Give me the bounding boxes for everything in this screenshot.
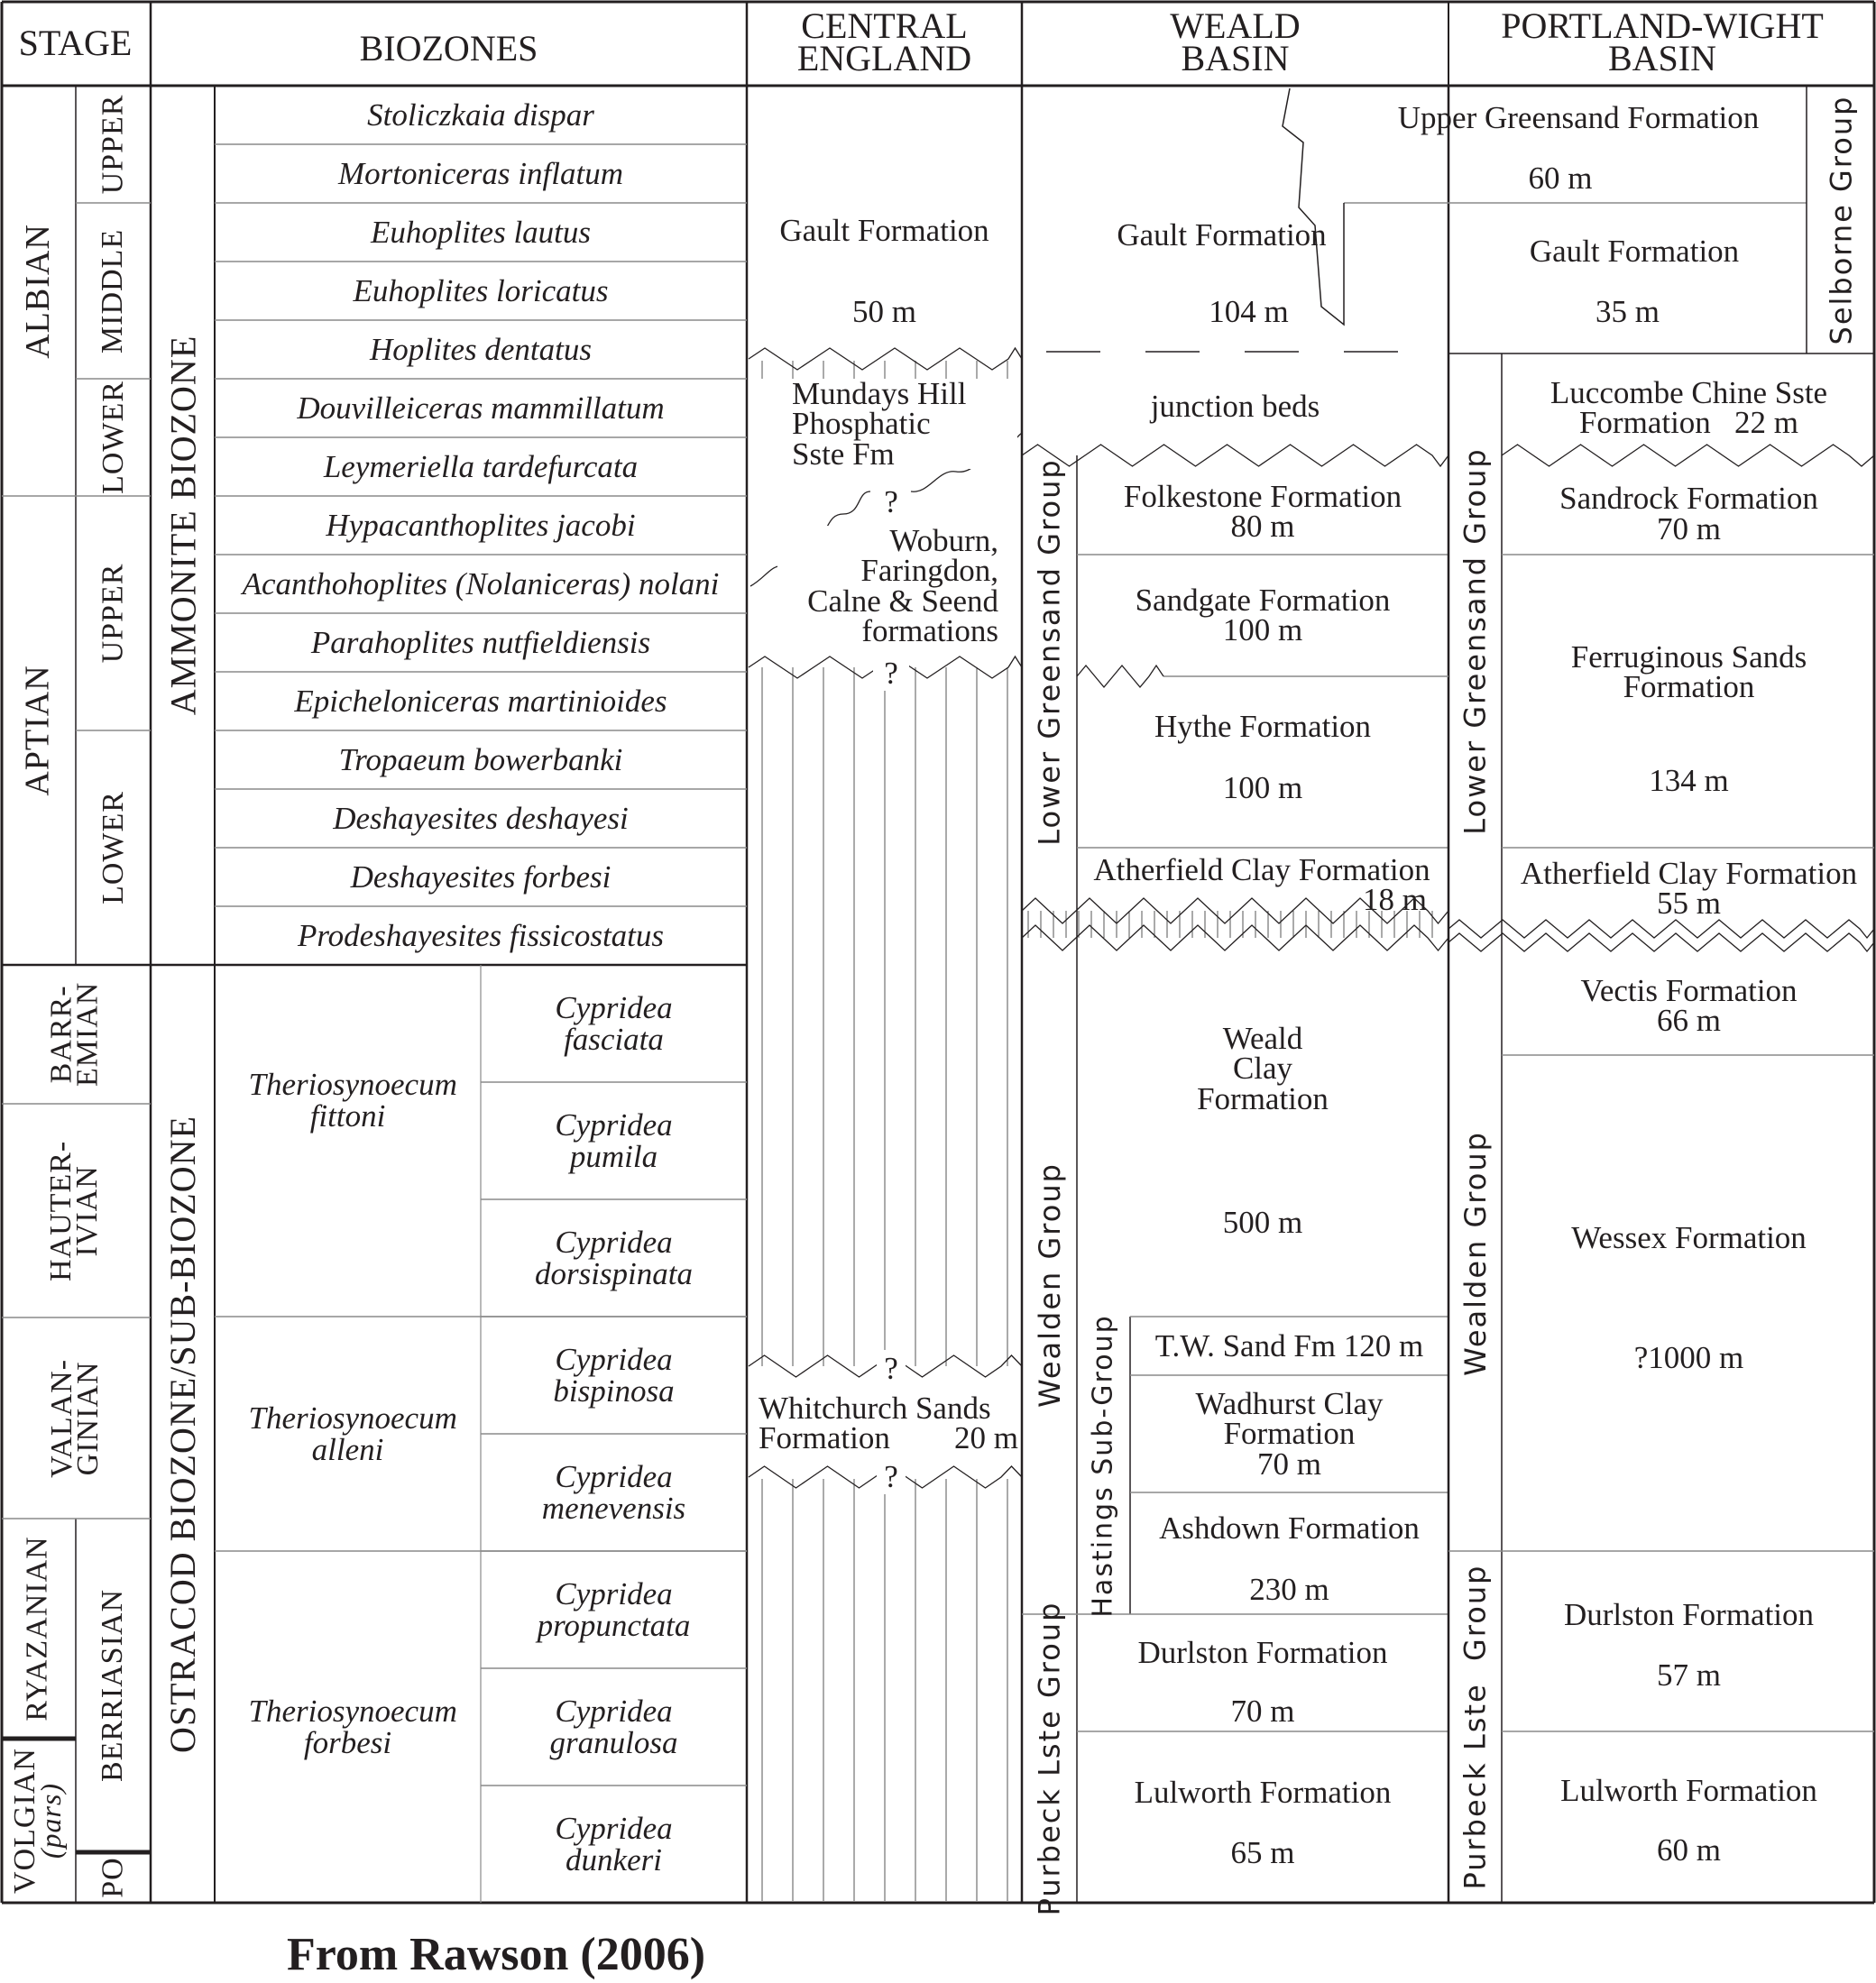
stage-po-label: PO <box>96 1857 130 1898</box>
pw-selborne-group <box>1807 86 1876 353</box>
stage-valanginian-label: VALAN- GINIAN <box>44 1358 105 1478</box>
pw-wessex-formation <box>1502 1217 1876 1258</box>
ammonite-zone-label: Deshayesites deshayesi <box>333 801 629 836</box>
weald-durlston-formation <box>1077 1632 1448 1673</box>
substage-albian-middle <box>76 203 151 379</box>
ammonite-zone-row <box>215 848 747 906</box>
stage-ryazanian <box>0 1519 76 1739</box>
weald-durlston-thickness <box>1077 1691 1448 1731</box>
weald-hythe-formation <box>1077 708 1448 744</box>
pw-selborne-label: Selborne Group <box>1824 95 1859 344</box>
stage-ryazanian-label: RYAZANIAN <box>21 1536 55 1721</box>
weald-ashdown-formation <box>1130 1508 1448 1548</box>
question-mark-3-text: ? <box>884 1350 898 1386</box>
stage-albian-label: ALBIAN <box>19 223 58 359</box>
weald-purbeck-group <box>1022 1601 1077 1916</box>
central-gault-thickness <box>747 289 1022 334</box>
weald-weald-clay-name: Weald Clay Formation <box>1197 1021 1329 1116</box>
ammonite-zone-label: Douvilleiceras mammillatum <box>297 390 665 426</box>
weald-folkestone-name: Folkestone Formation <box>1123 478 1402 514</box>
central-whitchurch-name: Whitchurch Sands <box>759 1391 991 1426</box>
weald-wealden-group <box>1022 956 1077 1614</box>
weald-hastings-subgroup <box>1077 1313 1130 1618</box>
header-biozones <box>151 0 747 97</box>
pw-luccombe-chine <box>1502 372 1876 444</box>
central-whitchurch-line2 <box>759 1420 1018 1456</box>
stage-volgian-text: VOLGIAN <box>7 1748 41 1894</box>
central-whitchurch-formation: Formation <box>759 1420 890 1456</box>
question-mark-2-text: ? <box>884 655 898 691</box>
ostracod-subzone-cell <box>481 1199 747 1317</box>
ammonite-zone-label: Hypacanthoplites jacobi <box>326 508 636 543</box>
pw-lulworth-name: Lulworth Formation <box>1560 1773 1817 1808</box>
pw-sandrock-name: Sandrock Formation <box>1559 481 1818 517</box>
ammonite-zone-label: Tropaeum bowerbanki <box>338 742 623 777</box>
weald-durlston-name: Durlston Formation <box>1137 1635 1388 1670</box>
weald-weald-clay-thickness <box>1077 1204 1448 1240</box>
ostracod-subzone-cell <box>481 1786 747 1903</box>
weald-wadhurst-thickness: 70 m <box>1257 1446 1321 1482</box>
pw-gault-name: Gault Formation <box>1529 233 1740 269</box>
ammonite-zone-label: Stoliczkaia dispar <box>367 97 594 133</box>
header-weald-line2: BASIN <box>1181 38 1290 78</box>
pw-ferruginous-name: Ferruginous Sands Formation <box>1570 638 1807 704</box>
ammonite-zone-row <box>215 262 747 320</box>
weald-hythe-name: Hythe Formation <box>1154 708 1372 744</box>
pw-lower-greensand-group <box>1448 353 1502 956</box>
weald-wadhurst-clay <box>1130 1375 1448 1492</box>
ostracod-subzone-cell <box>481 965 747 1082</box>
question-mark-4-text: ? <box>884 1458 898 1494</box>
pw-vectis-name: Vectis Formation <box>1580 972 1798 1008</box>
ostracod-subzone-cell <box>481 1668 747 1786</box>
pw-wealden-group-label: Wealden Group <box>1458 1131 1493 1376</box>
weald-lulworth-thickness-label: 65 m <box>1230 1835 1295 1870</box>
ammonite-zone-label: Mortoniceras inflatum <box>338 156 623 191</box>
pw-gault-thickness <box>1448 289 1807 334</box>
header-central-england <box>747 2 1022 83</box>
weald-weald-clay-thickness-label: 500 m <box>1222 1204 1303 1240</box>
ammonite-biozone-text: AMMONITE BIOZONE <box>162 335 204 716</box>
weald-atherfield-thickness: 18 m <box>1363 882 1427 918</box>
substage-aptian-lower-label: LOWER <box>96 791 130 904</box>
ostracod-subzone-label: Cypridea fasciata <box>555 990 673 1057</box>
pw-upper-greensand-name: Upper Greensand Formation <box>1397 99 1760 135</box>
pw-durlston-name: Durlston Formation <box>1563 1597 1815 1632</box>
weald-purbeck-label: Purbeck Lste Group <box>1032 1601 1067 1916</box>
weald-junction-beds <box>1022 383 1448 428</box>
ammonite-zone-label: Acanthohoplites (Nolaniceras) nolani <box>242 566 720 601</box>
weald-gault-formation <box>1022 212 1448 257</box>
stage-aptian-label: APTIAN <box>19 665 58 796</box>
weald-folkestone-thickness: 80 m <box>1230 509 1295 544</box>
ammonite-zone-row <box>215 555 747 613</box>
pw-lulworth-thickness-label: 60 m <box>1657 1832 1721 1868</box>
pw-lulworth-thickness <box>1502 1830 1876 1870</box>
ammonite-zone-row <box>215 320 747 379</box>
ostracod-subzone-cell <box>481 1082 747 1199</box>
ostracod-subzone-label: Cypridea granulosa <box>549 1694 678 1760</box>
pw-wessex-name: Wessex Formation <box>1571 1220 1807 1255</box>
question-mark-4 <box>877 1458 906 1494</box>
weald-unconformity-folkestone <box>1022 445 1448 466</box>
pw-wessex-thickness-label: ?1000 m <box>1633 1340 1744 1375</box>
pw-ferruginous-thickness-label: 134 m <box>1649 763 1729 798</box>
ammonite-zone-row <box>215 672 747 730</box>
stage-volgian <box>0 1739 76 1903</box>
weald-sandgate-formation <box>1077 574 1448 656</box>
pw-upper-greensand-formation <box>1353 95 1804 140</box>
central-woburn-formations: Woburn, Faringdon, Calne & Seend formations <box>777 526 998 646</box>
pw-vectis-thickness: 66 m <box>1657 1003 1721 1038</box>
weald-atherfield-clay <box>1079 852 1445 918</box>
weald-tw-sand <box>1130 1317 1448 1375</box>
ostracod-zone-fittoni <box>215 965 481 1317</box>
ammonite-zone-row <box>215 379 747 437</box>
weald-gault-thickness <box>1022 289 1448 334</box>
ostracod-subzone-cell <box>481 1551 747 1668</box>
central-whitchurch-thickness: 20 m <box>954 1420 1018 1456</box>
pw-upper-greensand-thickness <box>1353 155 1768 200</box>
pw-atherfield-thickness: 55 m <box>1657 886 1721 921</box>
header-portland-wight-basin <box>1448 2 1876 83</box>
ostracod-subzone-cell <box>481 1434 747 1551</box>
ammonite-zone-label: Euhoplites lautus <box>370 215 592 250</box>
stage-barremian <box>0 965 151 1104</box>
stage-barremian-label: BARR- EMIAN <box>44 981 105 1088</box>
ostracod-subzone-label: Cypridea menevensis <box>541 1459 686 1526</box>
substage-albian-lower-label: LOWER <box>96 381 130 494</box>
substage-albian-upper <box>76 86 151 203</box>
ammonite-zone-row <box>215 437 747 496</box>
pw-atherfield-wave-base <box>1448 933 1874 951</box>
pw-wessex-thickness <box>1502 1337 1876 1378</box>
weald-sandgate-name: Sandgate Formation <box>1135 582 1391 618</box>
ammonite-zone-row <box>215 613 747 672</box>
ostracod-zone-fittoni-label: Theriosynoecum fittoni <box>248 1067 457 1134</box>
ostracod-zone-forbesi-label: Theriosynoecum forbesi <box>248 1694 457 1760</box>
pw-vectis-formation <box>1502 969 1876 1042</box>
pw-upper-greensand-thickness-label: 60 m <box>1528 160 1593 196</box>
weald-tw-sand-label: T.W. Sand Fm 120 m <box>1154 1328 1424 1363</box>
pw-ferruginous-thickness <box>1502 760 1876 801</box>
ostracod-biozone-label <box>151 965 215 1903</box>
pw-durlston-thickness <box>1502 1655 1876 1695</box>
ammonite-zone-label: Prodeshayesites fissicostatus <box>297 918 665 953</box>
weald-ashdown-name: Ashdown Formation <box>1159 1510 1420 1546</box>
weald-hythe-thickness <box>1077 769 1448 805</box>
weald-lulworth-formation <box>1077 1772 1448 1813</box>
pw-unconformity-sandrock <box>1502 445 1874 466</box>
pw-ferruginous-sands <box>1502 636 1876 708</box>
central-gault-thickness-label: 50 m <box>852 293 916 329</box>
weald-durlston-thickness-label: 70 m <box>1230 1694 1295 1729</box>
weald-hastings-label: Hastings Sub-Group <box>1088 1313 1119 1618</box>
pw-lulworth-formation <box>1502 1770 1876 1811</box>
header-biozones-label: BIOZONES <box>359 28 538 69</box>
weald-hythe-thickness-label: 100 m <box>1222 769 1303 805</box>
source-caption: From Rawson (2006) <box>286 1929 706 1980</box>
question-mark-2 <box>873 655 909 691</box>
weald-atherfield-base-wave <box>1022 925 1448 950</box>
weald-lulworth-name: Lulworth Formation <box>1134 1775 1392 1810</box>
pw-durlston-formation <box>1502 1594 1876 1635</box>
pw-luccombe-line2: Formation 22 m <box>1578 405 1799 440</box>
ostracod-zone-alleni <box>215 1317 481 1551</box>
pw-durlston-thickness-label: 57 m <box>1657 1657 1721 1693</box>
header-portland-line1: PORTLAND-WIGHT <box>1501 5 1824 46</box>
ostracod-zone-alleni-label: Theriosynoecum alleni <box>248 1400 457 1467</box>
stage-aptian <box>0 496 76 965</box>
weald-ashdown-thickness-label: 230 m <box>1249 1572 1329 1607</box>
central-whitchurch-sands <box>759 1391 1018 1455</box>
ammonite-zone-row <box>215 730 747 789</box>
stage-hauterivian <box>0 1104 151 1317</box>
central-gault-name: Gault Formation <box>779 212 989 248</box>
pw-wealden-group <box>1448 956 1502 1551</box>
ostracod-subzone-label: Cypridea propunctata <box>537 1576 691 1643</box>
substage-aptian-upper-label: UPPER <box>96 563 130 664</box>
ammonite-zone-row <box>215 144 747 203</box>
pw-luccombe-name: Luccombe Chine Sste <box>1550 374 1828 410</box>
weald-junction-beds-label: junction beds <box>1150 388 1320 424</box>
stage-berriasian-label: BERRIASIAN <box>96 1588 130 1783</box>
weald-wadhurst-name: Wadhurst Clay Formation <box>1195 1386 1384 1452</box>
question-mark-1 <box>873 483 909 519</box>
weald-lulworth-thickness <box>1077 1832 1448 1873</box>
weald-gault-name: Gault Formation <box>1117 216 1327 252</box>
stage-valanginian <box>0 1317 151 1519</box>
stage-albian <box>0 86 76 496</box>
weald-sandgate-thickness: 100 m <box>1222 612 1303 647</box>
ammonite-biozone-label <box>151 86 215 965</box>
pw-atherfield-name: Atherfield Clay Formation <box>1520 855 1858 891</box>
stage-po <box>76 1852 151 1903</box>
ammonite-zone-label: Hoplites dentatus <box>370 332 592 367</box>
ammonite-zone-row <box>215 789 747 848</box>
ammonite-zone-row <box>215 496 747 555</box>
question-mark-3 <box>877 1350 906 1386</box>
weald-lower-greensand-group <box>1022 455 1077 848</box>
ammonite-zone-row <box>215 203 747 262</box>
question-mark-1-text: ? <box>884 483 898 519</box>
weald-atherfield-name: Atherfield Clay Formation <box>1093 852 1430 887</box>
ammonite-zone-label: Parahoplites nutfieldiensis <box>310 625 651 660</box>
central-gault-formation <box>747 207 1022 252</box>
weald-ashdown-thickness <box>1130 1569 1448 1610</box>
ostracod-subzone-label: Cypridea dorsispinata <box>534 1225 694 1291</box>
header-central-line1: CENTRAL <box>801 5 968 46</box>
header-weald-line1: WEALD <box>1170 5 1301 46</box>
ammonite-zone-label: Leymeriella tardefurcata <box>323 449 639 484</box>
weald-folkestone-formation <box>1077 471 1448 552</box>
stage-volgian-pars: (pars) <box>33 1782 67 1859</box>
stage-volgian-label <box>7 1748 67 1894</box>
weald-gault-thickness-label: 104 m <box>1209 293 1289 329</box>
ostracod-zone-forbesi <box>215 1551 481 1903</box>
header-central-line2: ENGLAND <box>796 38 972 78</box>
central-mundays-hill: Mundays Hill Phosphatic Sste Fm <box>792 379 1017 469</box>
stage-berriasian <box>76 1519 151 1852</box>
substage-aptian-lower <box>76 730 151 965</box>
weald-sandgate-hythe-boundary <box>1077 666 1163 687</box>
pw-sandrock-formation <box>1502 475 1876 552</box>
pw-purbeck-group <box>1448 1551 1502 1903</box>
weald-lower-greensand-label: Lower Greensand Group <box>1032 457 1067 846</box>
ammonite-zone-label: Euhoplites loricatus <box>353 273 609 308</box>
pw-atherfield-clay <box>1502 852 1876 924</box>
ammonite-zone-label: Epicheloniceras martinioides <box>294 684 667 719</box>
pw-purbeck-label: Purbeck Lste Group <box>1458 1564 1493 1890</box>
header-weald-basin <box>1022 2 1448 83</box>
ostracod-subzone-label: Cypridea pumila <box>555 1107 673 1174</box>
pw-sandrock-thickness: 70 m <box>1657 510 1721 546</box>
ostracod-biozone-text: OSTRACOD BIOZONE/SUB-BIOZONE <box>162 1115 204 1753</box>
pw-lower-greensand-label: Lower Greensand Group <box>1458 447 1493 835</box>
header-stage <box>0 0 151 86</box>
weald-wealden-group-label: Wealden Group <box>1032 1162 1067 1408</box>
header-portland-line2: BASIN <box>1607 38 1717 78</box>
pw-gault-thickness-label: 35 m <box>1596 293 1660 329</box>
pw-gault-formation <box>1448 228 1807 273</box>
ammonite-zone-row <box>215 906 747 965</box>
ostracod-subzone-label: Cypridea bispinosa <box>553 1342 675 1409</box>
ammonite-zone-row <box>215 86 747 144</box>
ostracod-subzone-cell <box>481 1317 747 1434</box>
ostracod-subzone-label: Cypridea dunkeri <box>555 1811 673 1877</box>
ammonite-zone-label: Deshayesites forbesi <box>350 859 612 895</box>
stage-hauterivian-label: HAUTER- IVIAN <box>44 1140 105 1281</box>
substage-albian-middle-label: MIDDLE <box>96 228 130 353</box>
substage-aptian-upper <box>76 496 151 730</box>
weald-weald-clay-formation <box>1077 1019 1448 1118</box>
substage-albian-lower <box>76 379 151 496</box>
header-stage-label: STAGE <box>18 22 133 63</box>
substage-albian-upper-label: UPPER <box>96 94 130 195</box>
